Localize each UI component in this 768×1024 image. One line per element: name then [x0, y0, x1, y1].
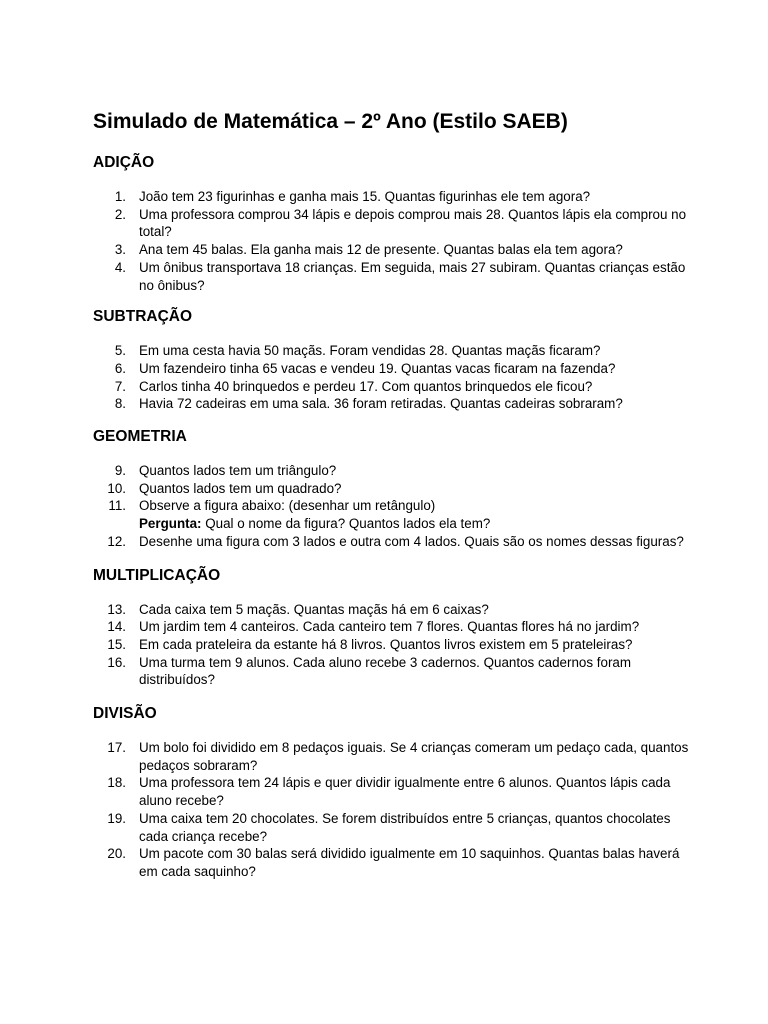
question-number: 20.	[107, 846, 126, 862]
question-followup	[139, 515, 693, 533]
question-list-multiplicacao	[93, 601, 693, 690]
question-text: Em cada prateleira da estante há 8 livros. Quantos livros existem em 5 prateleiras?	[139, 636, 633, 652]
question-item	[93, 395, 693, 413]
question-item	[93, 654, 693, 689]
question-text: Uma caixa tem 20 chocolates. Se forem distribuídos entre 5 crianças, quantos chocolates cada criança recebe?	[139, 810, 671, 844]
question-text: Um bolo foi dividido em 8 pedaços iguais. Se 4 crianças comeram um pedaço cada, quantos pedaços sobraram?	[139, 740, 689, 773]
page-title: Simulado de Matemática – 2º Ano (Estilo SAEB)	[93, 110, 568, 133]
question-text: Ana tem 45 balas. Ela ganha mais 12 de presente. Quantas balas ela tem agora?	[139, 242, 623, 258]
question-text: Cada caixa tem 5 maçãs. Quantas maçãs há em 6 caixas?	[139, 601, 489, 617]
question-item	[93, 497, 693, 532]
document-page	[93, 108, 693, 895]
section-heading-adicao: ADIÇÃO	[93, 154, 155, 171]
question-item	[93, 378, 693, 396]
question-text: João tem 23 figurinhas e ganha mais 15. Quantas figurinhas ele tem agora?	[139, 189, 591, 204]
question-number: 2.	[114, 206, 126, 222]
question-item	[93, 480, 693, 498]
question-number: 5.	[114, 343, 126, 359]
question-text: Observe a figura abaixo: (desenhar um retângulo)	[139, 498, 436, 514]
question-text: Um ônibus transportava 18 crianças. Em seguida, mais 27 subiram. Quantas crianças estão no ônibus?	[139, 259, 686, 293]
question-item	[93, 533, 693, 551]
question-text: Desenhe uma figura com 3 lados e outra com 4 lados. Quais são os nomes dessas figuras?	[139, 533, 684, 549]
question-number: 7.	[114, 378, 126, 394]
question-item	[93, 845, 693, 880]
question-text: Um jardim tem 4 canteiros. Cada canteiro tem 7 flores. Quantas flores há no jardim?	[139, 619, 640, 635]
question-text: Uma professora comprou 34 lápis e depois comprou mais 28. Quantos lápis ela comprou no total?	[139, 206, 687, 240]
question-text: Um pacote com 30 balas será dividido igualmente em 10 saquinhos. Quantas balas haverá em cada saquinho?	[139, 846, 680, 879]
question-item	[93, 188, 693, 206]
question-number: 1.	[114, 189, 126, 204]
question-text: Uma professora tem 24 lápis e quer dividir igualmente entre 6 alunos. Quantos lápis cada aluno recebe?	[139, 775, 671, 809]
section-heading-geometria: GEOMETRIA	[93, 428, 187, 446]
question-list-divisao	[93, 739, 693, 881]
question-number: 8.	[114, 396, 126, 412]
question-item	[93, 618, 693, 636]
question-number: 19.	[107, 810, 126, 826]
question-number: 4.	[114, 259, 126, 275]
question-number: 14.	[107, 619, 126, 635]
question-number: 9.	[114, 463, 126, 479]
question-number: 15.	[107, 636, 126, 652]
section-heading-multiplicacao: MULTIPLICAÇÃO	[93, 566, 221, 584]
question-text: Um fazendeiro tinha 65 vacas e vendeu 19. Quantas vacas ficaram na fazenda?	[139, 360, 616, 376]
question-list-geometria	[93, 462, 693, 551]
question-number: 10.	[107, 480, 126, 496]
question-item	[93, 259, 693, 294]
section-heading-divisao: DIVISÃO	[93, 705, 157, 723]
question-number: 18.	[107, 775, 126, 791]
question-followup-text: Qual o nome da figura? Quantos lados ela tem?	[201, 516, 491, 532]
question-number: 17.	[107, 740, 126, 756]
question-item	[93, 241, 693, 259]
question-item	[93, 601, 693, 619]
question-item	[93, 206, 693, 241]
question-item	[93, 810, 693, 845]
question-item	[93, 739, 693, 774]
question-list-adicao	[93, 188, 693, 294]
question-item	[93, 774, 693, 809]
question-item	[93, 360, 693, 378]
question-item	[93, 636, 693, 654]
question-text: Quantos lados tem um quadrado?	[139, 480, 342, 496]
section-heading-subtracao: SUBTRAÇÃO	[93, 308, 193, 326]
question-number: 3.	[114, 242, 126, 258]
question-text: Quantos lados tem um triângulo?	[139, 463, 337, 479]
question-followup-label: Pergunta:	[139, 516, 202, 532]
question-text: Uma turma tem 9 alunos. Cada aluno recebe 3 cadernos. Quantos cadernos foram distribuídos?	[139, 654, 632, 688]
question-number: 11.	[108, 498, 126, 514]
question-text: Em uma cesta havia 50 maçãs. Foram vendidas 28. Quantas maçãs ficaram?	[139, 343, 601, 359]
question-number: 16.	[107, 654, 126, 670]
question-item	[93, 462, 693, 480]
question-item	[93, 342, 693, 360]
question-list-subtracao	[93, 342, 693, 413]
question-number: 6.	[114, 360, 126, 376]
question-number: 12.	[107, 533, 126, 549]
question-text: Carlos tinha 40 brinquedos e perdeu 17. Com quantos brinquedos ele ficou?	[139, 378, 593, 394]
question-text: Havia 72 cadeiras em uma sala. 36 foram retiradas. Quantas cadeiras sobraram?	[139, 396, 623, 412]
question-number: 13.	[107, 601, 126, 617]
